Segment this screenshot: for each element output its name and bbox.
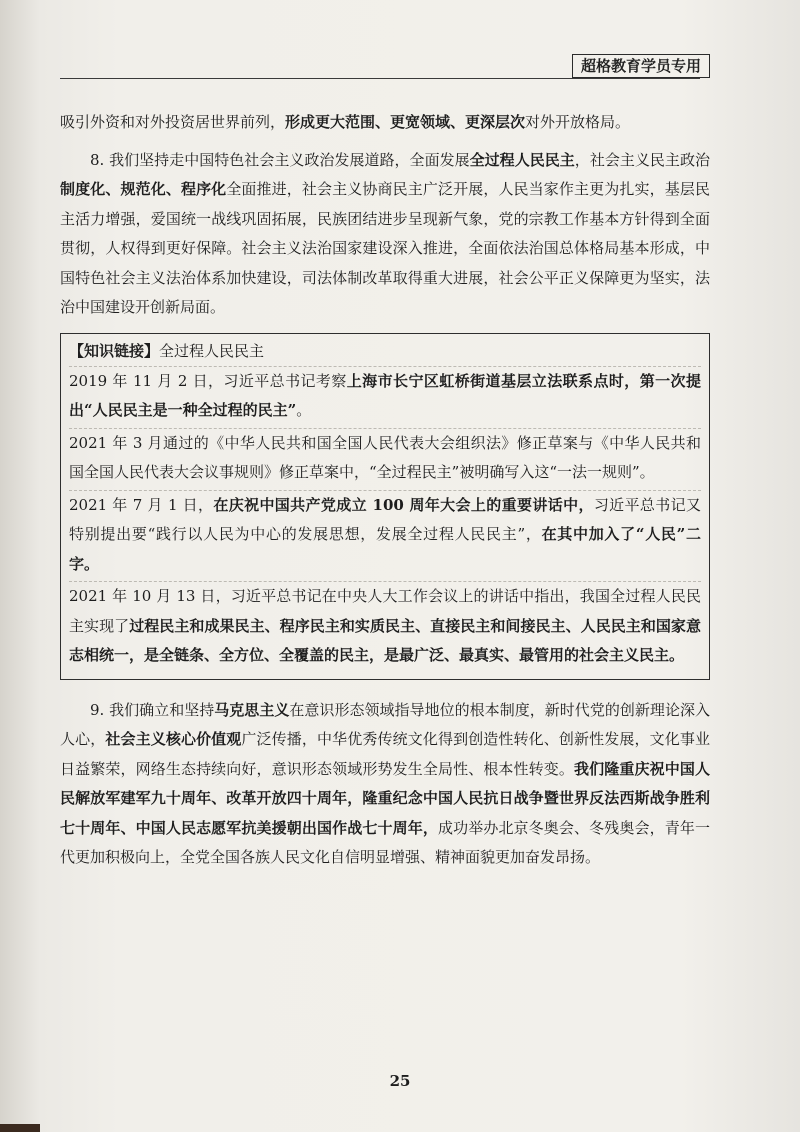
entry3-text-1: 2021 年 7 月 1 日， bbox=[69, 495, 214, 514]
intro-paragraph bbox=[60, 108, 710, 138]
p9-text-6: 我们隆重庆祝中国人民解放军建军九十周年、改革开放四十周年，隆重纪念中国人民抗日战争暨世界反法西斯战争胜利七十周年、中国人民志愿军抗美援朝出国作战七十周年， bbox=[60, 759, 710, 837]
knowledge-box-label: 【知识链接】 bbox=[69, 341, 160, 360]
knowledge-entry-2021-10 bbox=[69, 581, 701, 673]
p8-text-5: 全面推进，社会主义协商民主广泛开展，人民当家作主更为扎实，基层民主活力增强，爱国统一战线巩固拓展，民族团结进步呈现新气象，党的宗教工作基本方针得到全面贯彻，人权得到更好保障。社会主义法治国家建设深入推进，全面依法治国总体格局基本形成，中国特色社会主义法治体系加快建设，司法体制改革取得重大进展，社会公平正义保障更为坚实，法治中国建设开创新局面。 bbox=[60, 180, 710, 316]
knowledge-entry-2019 bbox=[69, 366, 701, 428]
page-number: 25 bbox=[389, 1072, 411, 1090]
p9-text-1: 9. 我们确立和坚持 bbox=[90, 700, 215, 719]
p9-text-5: 广泛传播，中华优秀传统文化得到创造性转化、创新性发展，文化事业日益繁荣，网络生态持续向好，意识形态领域形势发生全局性、根本性转变。 bbox=[60, 730, 710, 778]
knowledge-link-box bbox=[60, 333, 710, 680]
paragraph-9 bbox=[60, 696, 710, 873]
p9-text-7: 成功举办北京冬奥会、冬残奥会，青年一代更加积极向上，全党全国各族人民文化自信明显增强、精神面貌更加奋发昂扬。 bbox=[60, 818, 710, 866]
scan-edge-shadow bbox=[0, 1124, 40, 1132]
entry1-text-1: 2019 年 11 月 2 日，习近平总书记考察 bbox=[69, 371, 347, 390]
p8-text-2: 全过程人民民主 bbox=[469, 150, 575, 169]
entry1-text-2: 上海市长宁区虹桥街道基层立法联系点时，第一次提出 bbox=[69, 371, 701, 419]
paragraph-8 bbox=[60, 146, 710, 323]
p9-text-2: 马克思主义 bbox=[214, 700, 290, 719]
entry3-text-2: 在庆祝中国共产党成立 100 周年大会上的重要讲话中， bbox=[213, 495, 594, 514]
knowledge-entry-2021-07 bbox=[69, 490, 701, 582]
p9-text-4: 社会主义核心价值观 bbox=[105, 730, 242, 748]
entry4-text-1: 2021 年 10 月 13 日，习近平总书记在中央人大工作会议上的讲话中指出，我国全过程人民民主实现了 bbox=[69, 587, 701, 635]
p9-text-3: 在意识形态领域指导地位的根本制度，新时代党的创新理论深入人心， bbox=[60, 700, 710, 748]
entry3-text-3: 习近平总书记又特别提出要“践行以人民为中心的发展思想，发展全过程人民民主”， bbox=[69, 495, 701, 543]
entry4-text-2: 过程民主和成果民主、程序民主和实质民主、直接民主和间接民主、人民民主和国家意志相统一，是全链条、全方位、全覆盖的民主，是最广泛、最真实、最管用的社会主义民主。 bbox=[69, 616, 701, 664]
entry1-text-3: “人民民主是一种全过程的民主” bbox=[84, 401, 297, 419]
page-content bbox=[60, 108, 710, 873]
intro-text-2: 形成更大范围、更宽领域、更深层次 bbox=[285, 113, 526, 131]
p8-text-1: 8. 我们坚持走中国特色社会主义政治发展道路，全面发展 bbox=[90, 150, 470, 169]
header-badge: 超格教育学员专用 bbox=[572, 54, 710, 78]
knowledge-box-title bbox=[69, 338, 701, 364]
header-rule bbox=[60, 78, 700, 79]
intro-text-1: 吸引外资和对外投资居世界前列， bbox=[60, 113, 286, 131]
entry3-text-4: 在其中加入了“人民”二字。 bbox=[69, 525, 701, 573]
entry2-text-1: 2021 年 3 月通过的《中华人民共和国全国人民代表大会组织法》修正草案与《中华人民共和国全国人民代表大会议事规则》修正草案中，“全过程民主”被明确写入这“一法一规则”。 bbox=[69, 433, 701, 481]
knowledge-entry-2021-03 bbox=[69, 428, 701, 490]
intro-text-3: 对外开放格局。 bbox=[525, 113, 631, 131]
entry1-text-4: 。 bbox=[296, 401, 312, 419]
p8-text-4: 制度化、规范化、程序化 bbox=[60, 180, 227, 198]
knowledge-box-heading: 全过程人民民主 bbox=[159, 341, 265, 360]
p8-text-3: ，社会主义民主政治 bbox=[574, 150, 710, 169]
